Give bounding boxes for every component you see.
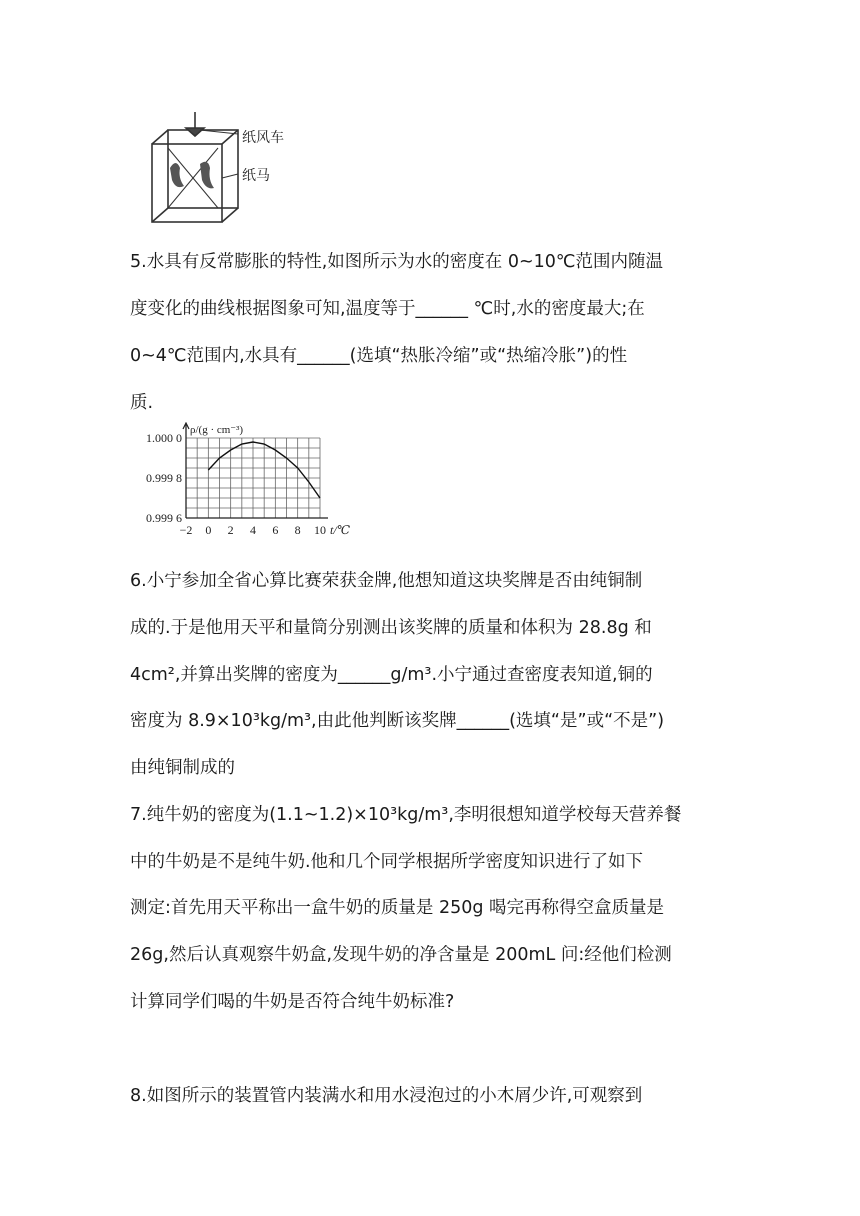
q7-line-1: 7.纯牛奶的密度为(1.1~1.2)×10³kg/m³,李明很想知道学校每天营养餐 xyxy=(130,805,682,825)
q5-line-2: 度变化的曲线根据图象可知,温度等于______ ℃时,水的密度最大;在 xyxy=(130,299,645,319)
y-tick-label: 1.000 0 xyxy=(146,431,182,445)
windmill-figure xyxy=(138,108,308,228)
q7-line-4: 26g,然后认真观察牛奶盒,发现牛奶的净含量是 200mL 问:经他们检测 xyxy=(130,945,672,965)
q6-line-4: 密度为 8.9×10³kg/m³,由此他判断该奖牌______(选填“是”或“不是”) xyxy=(130,711,665,731)
q6-line-2: 成的.于是他用天平和量筒分别测出该奖牌的质量和体积为 28.8g 和 xyxy=(130,618,652,638)
x-tick-label: −2 xyxy=(179,523,193,537)
chart-axes xyxy=(183,423,328,518)
x-tick-label: 4 xyxy=(250,523,256,537)
q6-line-5: 由纯铜制成的 xyxy=(130,758,235,778)
q7-line-3: 测定:首先用天平称出一盒牛奶的质量是 250g 喝完再称得空盒质量是 xyxy=(130,898,665,918)
q6-line-3: 4cm²,并算出奖牌的密度为______g/m³.小宁通过查密度表知道,铜的 xyxy=(130,665,653,685)
chart-grid xyxy=(186,438,320,518)
y-tick-label: 0.999 6 xyxy=(146,511,182,525)
y-tick-label: 0.999 8 xyxy=(146,471,182,485)
x-tick-label: 6 xyxy=(272,523,279,537)
q7-line-5: 计算同学们喝的牛奶是否符合纯牛奶标准? xyxy=(130,992,455,1012)
x-tick-label: 0 xyxy=(205,523,212,537)
x-tick-label: 10 xyxy=(314,523,326,537)
q5-line-3: 0~4℃范围内,水具有______(选填“热胀冷缩”或“热缩冷胀”)的性 xyxy=(130,346,628,366)
q5-line-4: 质. xyxy=(130,393,154,413)
x-axis-label: t/℃ xyxy=(330,523,351,537)
x-tick-label: 2 xyxy=(227,523,234,537)
density-chart xyxy=(128,422,368,544)
windmill-label: 纸风车 xyxy=(242,131,284,146)
q7-line-2: 中的牛奶是不是纯牛奶.他和几个同学根据所学密度知识进行了如下 xyxy=(130,852,644,872)
q8-line-1: 8.如图所示的装置管内装满水和用水浸泡过的小木屑少许,可观察到 xyxy=(130,1086,643,1106)
x-tick-label: 8 xyxy=(294,523,301,537)
q5-line-1: 5.水具有反常膨胀的特性,如图所示为水的密度在 0~10℃范围内随温 xyxy=(130,252,664,272)
q6-line-1: 6.小宁参加全省心算比赛荣获金牌,他想知道这块奖牌是否由纯铜制 xyxy=(130,571,643,591)
y-axis-label: ρ/(g · cm⁻³) xyxy=(190,424,244,436)
horse-label: 纸马 xyxy=(242,169,270,184)
